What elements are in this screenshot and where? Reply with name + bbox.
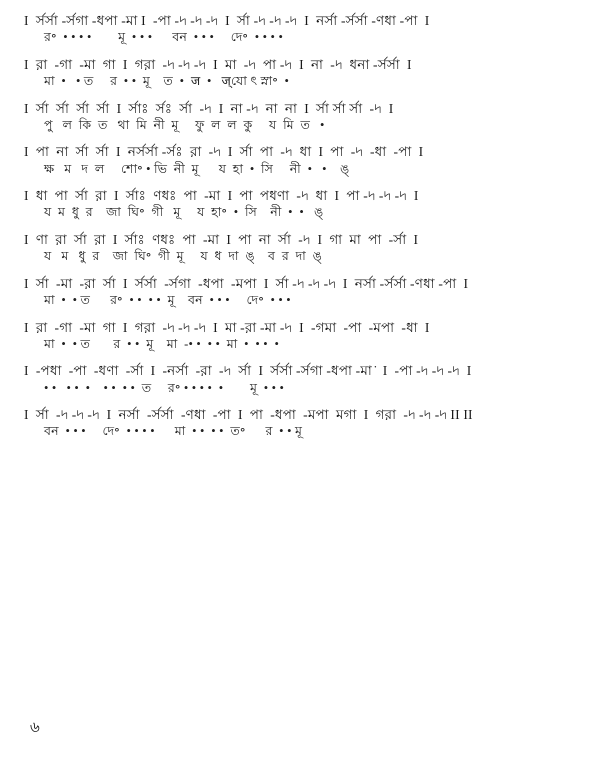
notation-line: I র্সা -মা -র়া র্সা I র্সর্সা -র্সগা -ধপা -মপা I র্সা -৸ -৸ -৸ I নর্সা -র্সর্সা -ণধা -পা I	[24, 275, 469, 291]
stanza	[22, 364, 578, 394]
stanza	[22, 277, 578, 307]
lyrics-line: মা • • ত র • • মূ ত • ज • ज्যো ৎ স্না॰ •	[44, 73, 290, 88]
notation-line: I ণা র়া র্সা র়া I র্সাঃ ণধঃ পা -মা I পা না র্সা -৸ I গা মা পা -র্সা I	[24, 231, 419, 247]
notation-line: I ধা পা র্সা র়া I র্সাঃ ণধঃ পা -মা I পা পধণা -৸ ধা I পা -৸ -৸ -৸ I	[24, 188, 419, 204]
stanza	[22, 233, 578, 263]
lyrics-line: ক্ষ ম দ ল শো॰ • ভি নী মূ য হা • সি নী • • ঙ্	[44, 161, 350, 176]
lyrics-line: বন • • • দে॰ • • • • মা • • • • ত॰ র • • মূ	[44, 424, 303, 439]
lyrics-line: • • • • • • • • • ত র॰ • • • • • মূ • • •	[44, 380, 285, 395]
notation-line: I র্সা -৸ -৸ -৸ I নর্সা -র্সর্সা -ণধা -পা I পা -ধপা -মপা মগা I গর়া -৸ -৸ -৸ II II	[24, 407, 473, 423]
notation-line: I র়া -গা -মা গা I গর়া -৸ -৸ -৸ I মা -৸ পা -৸ I না -৸ ধনা -র্সর্সা I	[24, 56, 412, 72]
stanza	[22, 58, 578, 88]
notation-line: I র্সর্সা -র্সগা -ধপা -মা I -পা -৸ -৸ -৸ I র্সা -৸ -৸ -৸ I নর্সা -র্সর্সা -ণধা -পা I	[24, 13, 430, 28]
page-number: ৬	[30, 720, 40, 736]
stanza	[22, 102, 578, 132]
lyrics-line: য ম ধু র জা ঘি॰ গী মূ য ধ দা ঙ্ ব র দা ঙ্	[44, 249, 322, 264]
notation-line: I র্সা র্সা র্সা র্সা I র্সাঃ র্সঃ র্সা -৸ I না -৸ না না I র্সা র্সা র্সা -৸ I	[24, 100, 394, 116]
stanza	[22, 321, 578, 351]
stanza	[22, 14, 578, 44]
stanza	[22, 145, 578, 175]
lyrics-line: মা • • ত র • • মূ মা -• • • • মা • • • •	[44, 336, 280, 351]
lyrics-line: য ম ধু র জা ঘি॰ গী মূ য হা॰ • সি নী • • ঙ্	[44, 205, 324, 220]
lyrics-line: র॰ • • • • মূ • • • বন • • • দে॰ • • • •	[44, 30, 284, 45]
lyrics-line: মা • • ত র॰ • • • • মূ বন • • • দে॰ • • •	[44, 292, 291, 307]
stanza-list	[22, 14, 578, 438]
lyrics-line: পু ল কি ত থা মি নী মূ ফু ল ল কু য মি ত •	[44, 117, 325, 132]
stanza	[22, 408, 578, 438]
notation-line: I র়া -গা -মা গা I গর়া -৸ -৸ -৸ I মা -র়া -মা -৸ I -গমা -পা -মপা -ধা I	[24, 319, 430, 335]
stanza	[22, 189, 578, 219]
notation-line: I পা না র্সা র্সা I নর্সর্সা -র্সঃ র়া -৸ I র্সা পা -৸ ধা I পা -৸ -ধা -পা I	[24, 144, 424, 160]
notation-line: I -পধা -পা -ধণা -র্সা I -নর্সা -র়া -৸ র্সা I র্সর্সা -র্সগা -ধপা -মা ̇ I -পা -৸ -৸ -৸ I	[24, 363, 472, 379]
